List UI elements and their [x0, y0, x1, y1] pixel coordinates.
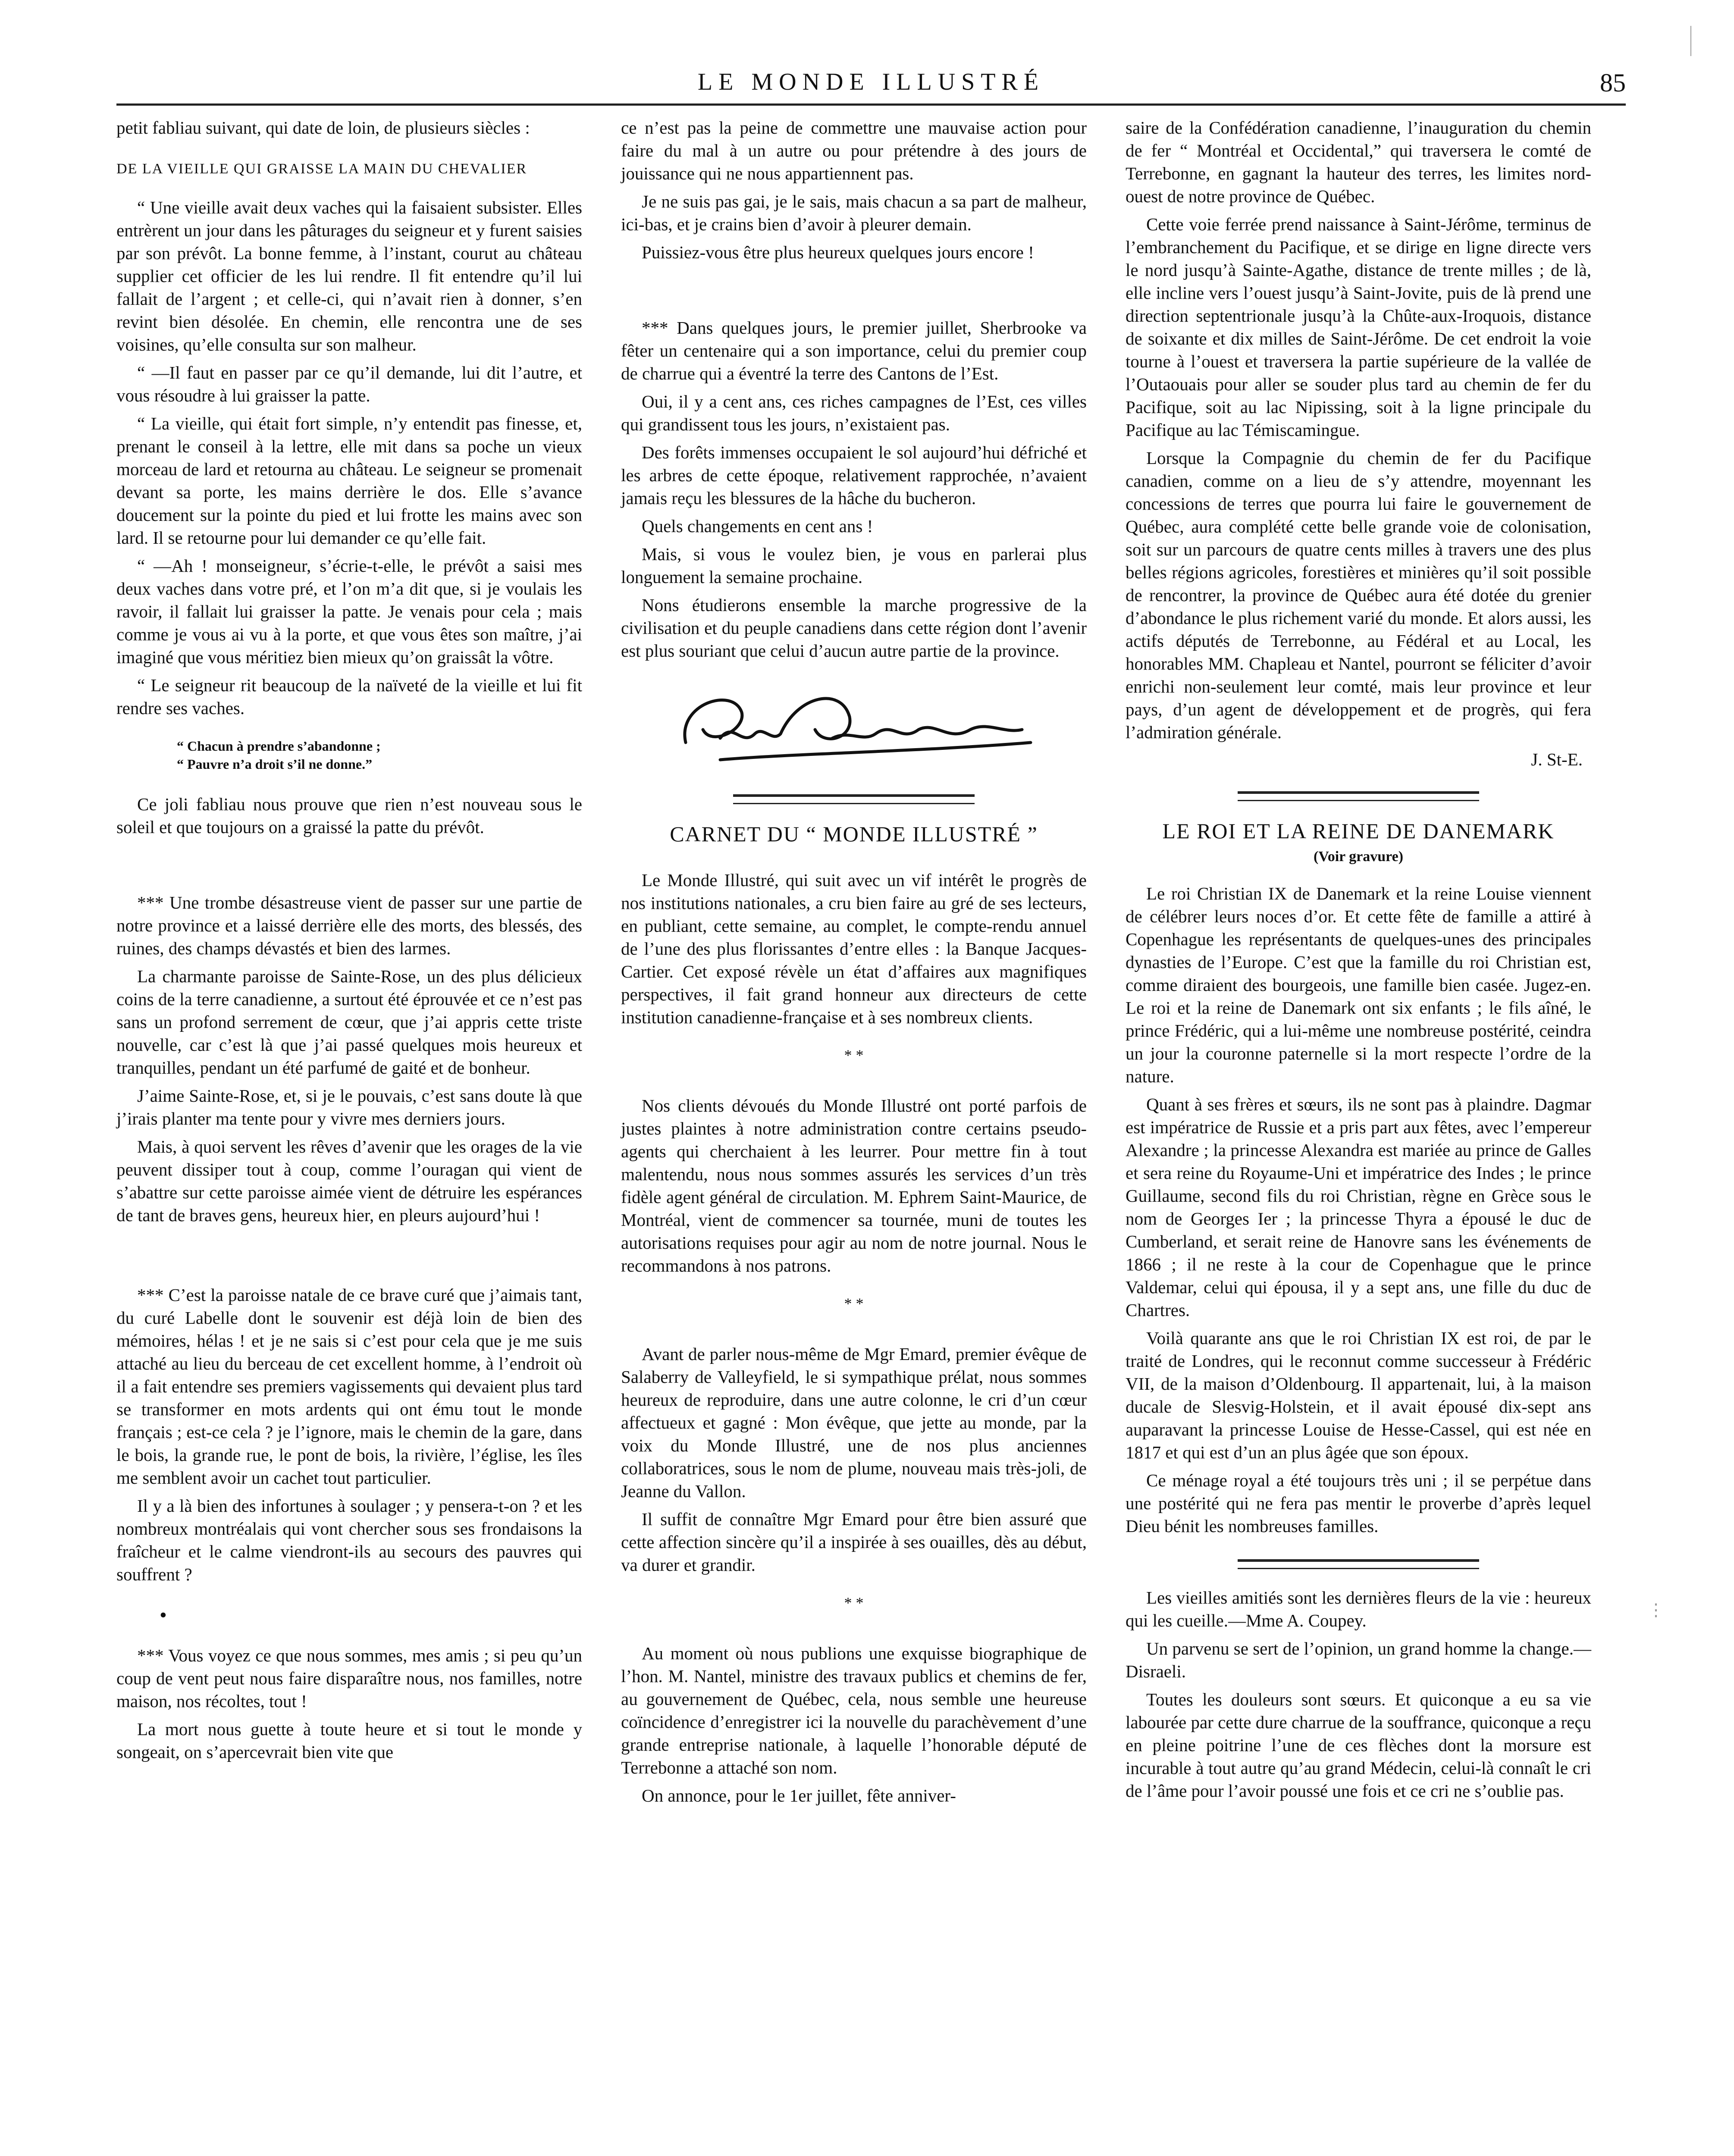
paragraph: Avant de parler nous-même de Mgr Emard, premier évêque de Salaberry de Valleyfield, le si sympathique prélat, nous sommes heureux de reproduire, dans une autre colonne, le cri d’un cœur affectueux et gagné : Mon évêque, que jette au monde, par la voix du Monde Illustré, une de nos plus anciennes collaboratrices, sous le nom de plume, nouveau mais très-joli, de Jeanne du Vallon. — [621, 1344, 1087, 1501]
paragraph: Voilà quarante ans que le roi Christian IX est roi, de par le traité de Londres, qui le reconnut comme successeur à Frédéric VII, de la maison d’Oldenbourg. Il appartenait, lui, à la maison ducale de Slesvig-Holstein, et il avait épousé dix-sept ans auparavant la princesse Louise de Hesse-Cassel, qui est née en 1817 et qui est d’un an plus âgée que son époux. — [1126, 1328, 1591, 1462]
paragraph: *** Dans quelques jours, le premier juillet, Sherbrooke va fêter un centenaire qui a son importance, celui du premier coup de charrue qui a éventré la terre des Cantons de l’Est. — [621, 318, 1087, 383]
paragraph: La mort nous guette à toute heure et si tout le monde y songeait, on s’apercevrait bien vite que — [116, 1719, 582, 1762]
author-initials: J. St-E. — [1531, 749, 1583, 769]
paragraph: Le Monde Illustré, qui suit avec un vif intérêt le progrès de nos institutions nationales, a cru bien faire au gré de ses lecteurs, en publiant, cette semaine, au complet, le compte-rendu annuel de l’une des plus florissantes d’entre elles : la Banque Jacques-Cartier. Cet exposé révèle un état d’affaires aux magnifiques perspectives, il fait grand honneur aux directeurs de cette institution canadienne-française et à ses nombreux clients. — [621, 870, 1087, 1027]
paragraph: Mais, si vous le voulez bien, je vous en parlerai plus longuement la semaine prochaine. — [621, 544, 1087, 587]
paragraph: Cette voie ferrée prend naissance à Saint-Jérôme, terminus de l’embranchement du Pacifique, et se dirige en ligne directe vers le nord jusqu’à Sainte-Agathe, distance de trente milles ; de là, elle incline vers l’ouest jusqu’à Saint-Jovite, puis de là prend une direction septentrionale jusqu’à la Chûte-aux-Iroquois, distance de soixante et dix milles de Saint-Jérôme. De cet endroit la voie tourne à l’ouest et traversera la partie supérieure de la vallée de l’Outaouais pour aller se souder plus tard au chemin de fer du Pacifique, soit au lac Nipissing, soit à la ligne principale du Pacifique au lac Témiscamingue. — [1126, 214, 1591, 440]
separator-dot: • — [160, 1604, 167, 1626]
column-3 — [1126, 116, 1591, 1808]
paragraph: Un parvenu se sert de l’opinion, un grand homme la change.—Disraeli. — [1126, 1639, 1591, 1681]
column-1 — [116, 116, 582, 1769]
paragraph: “ Le seigneur rit beaucoup de la naïveté de la vieille et lui fit rendre ses vaches. — [116, 675, 582, 718]
asterism: * * — [844, 1295, 864, 1312]
section-divider — [733, 794, 975, 804]
verse — [177, 737, 582, 773]
paragraph: Quant à ses frères et sœurs, ils ne sont pas à plaindre. Dagmar est impératrice de Russie et a pris part aux fêtes, avec l’empereur Alexandre ; la princesse Alexandra est mariée au prince de Galles et sera reine du Royaume-Uni et impératrice des Indes ; le prince Guillaume, second fils du roi Christian, règne en Grèce sous le nom de Georges Ier ; la princesse Thyra a épousé le duc de Cumberland, et serait reine de Hanovre sans les événements de 1866 ; il ne reste à la cour de Copenhague que le prince Valdemar, celui qui épousa, il y a sept ans, une fille du duc de Chartres. — [1126, 1094, 1591, 1320]
asterism: * * — [844, 1594, 864, 1611]
paragraph: “ —Ah ! monseigneur, s’écrie-t-elle, le prévôt a saisi mes deux vaches dans votre pré, et l’on m’a dit que, si je voulais les ravoir, il fallait lui graisser la patte. Je venais pour cela ; mais comme je vous ai vu à la porte, et que vous êtes son maître, j’ai imaginé que vous méritiez bien mieux qu’on graissât la vôtre. — [116, 556, 582, 667]
paragraph: Puissiez-vous être plus heureux quelques jours encore ! — [642, 242, 1034, 262]
fabliau-title: DE LA VIEILLE QUI GRAISSE LA MAIN DU CHEVALIER — [116, 161, 527, 177]
paragraph: “ Une vieille avait deux vaches qui la faisaient subsister. Elles entrèrent un jour dans les pâturages du seigneur et y furent saisies par son prévôt. La bonne femme, à l’instant, courut au château supplier cet officier de les lui rendre. Il fit entendre qu’il lui fallait de l’argent ; et celle-ci, qui n’avait rien à donner, s’en revint bien désolée. En chemin, elle rencontra une de ses voisines, qu’elle consulta sur son malheur. — [116, 197, 582, 354]
paragraph: Mais, à quoi servent les rêves d’avenir que les orages de la vie peuvent dissiper tout à coup, comme l’ouragan qui vient de s’abattre sur cette paroisse aimée vient de détruire les espérances de tant de braves gens, heureux hier, en pleurs aujourd’hui ! — [116, 1137, 582, 1225]
scan-margin-mark: ⋮ — [1647, 1600, 1665, 1620]
paragraph: Toutes les douleurs sont sœurs. Et quiconque a eu sa vie labourée par cette dure charrue de la souffrance, quiconque a reçu en pleine poitrine l’une de ces flèches dont la morsure est incurable à tout autre qu’au grand Médecin, celui-là connaît le cri de l’âme pour l’avoir poussé une fois et ce cri ne s’oublie pas. — [1126, 1689, 1591, 1801]
paragraph: *** Une trombe désastreuse vient de passer sur une partie de notre province et a laissé derrière elle des morts, des blessés, des ruines, des champs dévastés et bien des larmes. — [116, 893, 582, 958]
paragraph: petit fabliau suivant, qui date de loin, de plusieurs siècles : — [116, 118, 530, 138]
paragraph: Lorsque la Compagnie du chemin de fer du Pacifique canadien, comme on a lieu de s’y attendre, moyennant les concessions de terres que pourra lui faire le gouvernement de Québec, aura complété cette belle grande voie de colonisation, soit sur un parcours de quatre cents milles à travers une des plus belles régions agricoles, forestières et minières qu’il soit possible de rencontrer, la province de Québec aura été dotée du grenier d’abondance le plus richement varié du monde. Et alors aussi, les actifs députés de Terrebonne, au Fédéral et au Local, les honorables MM. Chapleau et Nantel, pourront se féliciter d’avoir enrichi non-seulement leur comté, mais leur province et leur pays, d’un agent de développement et de progrès, qui fera l’admiration générale. — [1126, 448, 1591, 742]
paragraph: Ce ménage royal a été toujours très uni ; il se perpétue dans une postérité qui ne fera pas mentir le proverbe d’après lequel Dieu bénit les nombreuses familles. — [1126, 1470, 1591, 1536]
paragraph: ce n’est pas la peine de commettre une mauvaise action pour faire du mal à un autre ou pour prétendre à des jours de jouissance qui ne nous appartiennent pas. — [621, 118, 1087, 183]
paragraph: Le roi Christian IX de Danemark et la reine Louise viennent de célébrer leurs noces d’or. Et cette fête de famille a attiré à Copenhague les représentants de quelques-unes des principales dynasties de l’Europe. C’est que la famille du roi Christian est, comme diraient des bourgeois, une famille bien casée. Jugez-en. Le roi et la reine de Danemark ont six enfants ; le fils aîné, le prince Frédéric, qui a lui-même une nombreuse postérité, ceindra un jour la couronne paternelle si la mort respecte l’ordre de la nature. — [1126, 884, 1591, 1086]
paragraph: Nos clients dévoués du Monde Illustré ont porté parfois de justes plaintes à notre administration contre certains pseudo-agents qui cherchaient à les leurrer. Pour mettre fin à tout malentendu, nous nous sommes assurés les services d’un très fidèle agent général de circulation. M. Ephrem Saint-Maurice, de Montréal, vient de commencer sa tournée, muni de toutes les autorisations requises pour agir au nom de notre journal. Nous le recommandons à nos patrons. — [621, 1096, 1087, 1275]
paragraph: Oui, il y a cent ans, ces riches campagnes de l’Est, ces villes qui grandissent tous les jours, n’existaient pas. — [621, 392, 1087, 434]
paragraph: saire de la Confédération canadienne, l’inauguration du chemin de fer “ Montréal et Occidental,” qui traversera le comté de Terrebonne, en gagnant la hauteur des terres, les limites nord-ouest de notre province de Québec. — [1126, 118, 1591, 206]
verse-line: “ Pauvre n’a droit s’il ne donne.” — [177, 756, 373, 772]
scan-margin-mark — [1690, 26, 1696, 56]
paragraph: *** Vous voyez ce que nous sommes, mes amis ; si peu qu’un coup de vent peut nous faire disparaître nous, nos familles, notre maison, nos récoltes, tout ! — [116, 1645, 582, 1711]
paragraph: “ —Il faut en passer par ce qu’il demande, lui dit l’autre, et vous résoudre à lui graisser la patte. — [116, 363, 582, 405]
paragraph: Nons étudierons ensemble la marche progressive de la civilisation et du peuple canadiens dans cette région dont l’avenir est plus souriant que celui d’aucun autre partie de la province. — [621, 595, 1087, 661]
paragraph: Des forêts immenses occupaient le sol aujourd’hui défriché et les arbres de cette époque, relativement rapprochée, n’avaient jamais reçu les blessures de la hâche du bucheron. — [621, 442, 1087, 508]
paragraph: Je ne suis pas gai, je le sais, mais chacun a sa part de malheur, ici-bas, et je crains bien d’avoir à pleurer demain. — [621, 191, 1087, 234]
paragraph: Quels changements en cent ans ! — [642, 516, 873, 536]
paragraph: *** C’est la paroisse natale de ce brave curé que j’aimais tant, du curé Labelle dont le souvenir est déjà loin de bien des mémoires, hélas ! et je ne sais si c’est pour cela que je me suis attaché au lieu du berceau de cet excellent homme, à l’endroit où il a fait entendre ses premiers vagissements qui devaient plus tard se transformer en mots ardents qui ont ému tout le monde français ; est-ce cela ? je l’ignore, mais le chemin de la gare, dans le bois, la grande rue, le pont de bois, la rivière, l’église, les îles me semblent avoir un cachet tout particulier. — [116, 1285, 582, 1488]
page-header — [116, 60, 1626, 106]
paragraph: On annonce, pour le 1er juillet, fête anniver- — [642, 1786, 956, 1805]
paragraph: Il y a là bien des infortunes à soulager ; y pensera-t-on ? et les nombreux montréalais qui vont chercher sous ses frondaisons la fraîcheur et le calme viendront-ils au secours des pauvres qui souffrent ? — [116, 1496, 582, 1584]
paragraph: “ La vieille, qui était fort simple, n’y entendit pas finesse, et, prenant le conseil à la lettre, elle mit dans sa poche un vieux morceau de lard et retourna au château. Le seigneur se promenait devant sa porte, les mains derrière le dos. Elle s’avance doucement sur la pointe du pied et lui frotte les mains avec son lard. Il se retourne pour lui demander ce qu’elle fait. — [116, 414, 582, 548]
section-divider — [1238, 791, 1479, 801]
paragraph: J’aime Sainte-Rose, et, si je le pouvais, c’est sans doute là que j’irais planter ma tente pour y vivre mes derniers jours. — [116, 1086, 582, 1128]
paragraph: Il suffit de connaître Mgr Emard pour être bien assuré que cette affection sincère qu’il a inspirée à ses ouailles, dès au début, va durer et grandir. — [621, 1509, 1087, 1575]
section-title: LE ROI ET LA REINE DE DANEMARK — [1162, 819, 1555, 843]
column-2 — [621, 116, 1087, 1812]
verse-line: “ Chacun à prendre s’abandonne ; — [177, 738, 381, 754]
newspaper-title: LE MONDE ILLUSTRÉ — [697, 69, 1045, 95]
section-divider — [1238, 1559, 1479, 1569]
paragraph: Les vieilles amitiés sont les dernières fleurs de la vie : heureux qui les cueille.—Mme A. Coupey. — [1126, 1588, 1591, 1630]
asterism: * * — [844, 1047, 864, 1064]
page-number: 85 — [1600, 69, 1626, 97]
paragraph: Au moment où nous publions une exquisse biographique de l’hon. M. Nantel, ministre des travaux publics et chemins de fer, au gouvernement de Québec, cela, nous semble une heureuse coïncidence d’enregistrer ici la nouvelle du parachèvement d’une grande entreprise nationale, à laquelle l’honorable député de Terrebonne a attaché son nom. — [621, 1643, 1087, 1777]
section-subtitle: (Voir gravure) — [1313, 849, 1404, 865]
author-signature — [668, 678, 1039, 773]
paragraph: Ce joli fabliau nous prouve que rien n’est nouveau sous le soleil et que toujours on a graissé la patte du prévôt. — [116, 794, 582, 837]
section-title: CARNET DU “ MONDE ILLUSTRÉ ” — [670, 822, 1038, 846]
paragraph: La charmante paroisse de Sainte-Rose, un des plus délicieux coins de la terre canadienne, a surtout été éprouvée et ce n’est pas sans un profond serrement de cœur, que j’ai appris cette triste nouvelle, car c’est là que j’ai passé quelques mois heureux et tranquilles, pendant un été parfumé de gaité et de bonheur. — [116, 966, 582, 1078]
